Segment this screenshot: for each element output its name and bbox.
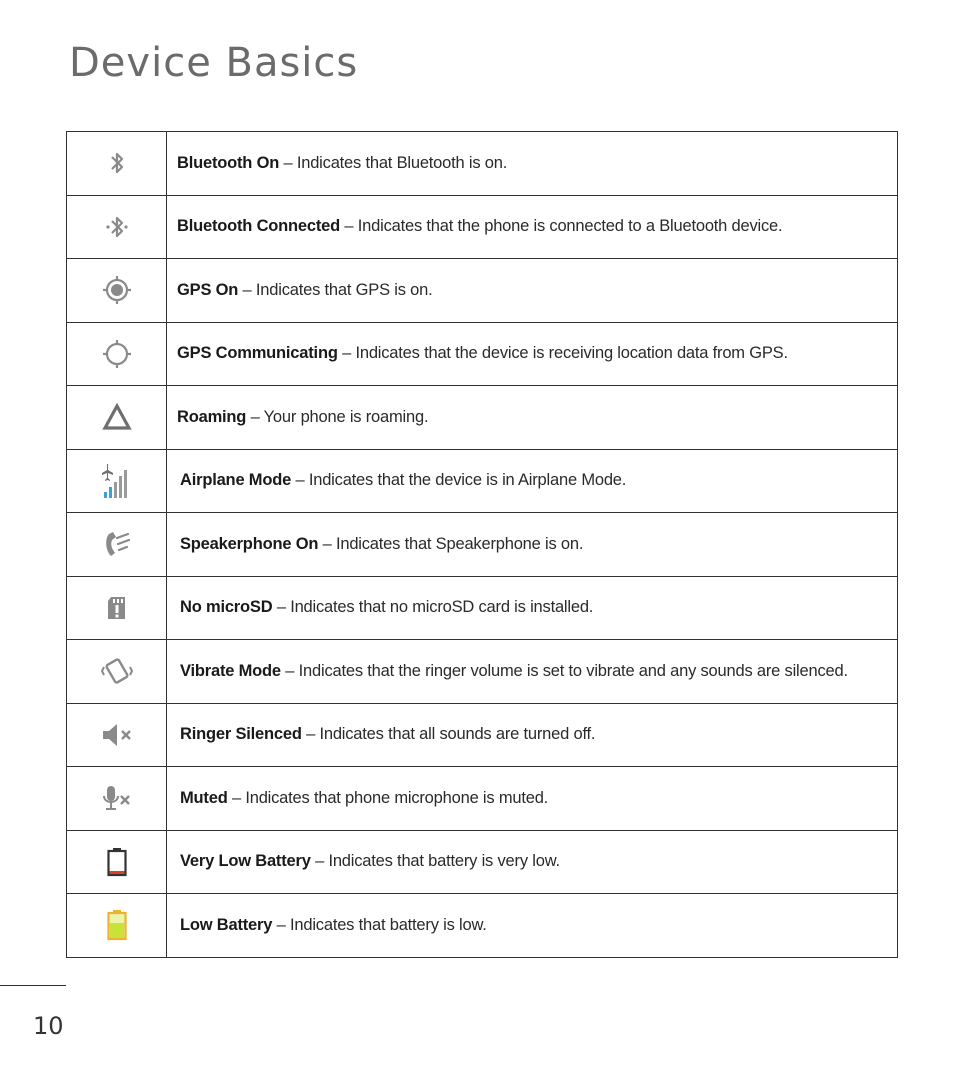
icon-description: Indicates that Bluetooth is on. xyxy=(296,153,508,172)
icon-description: Indicates that no microSD card is installed. xyxy=(290,598,594,617)
separator-dash: – xyxy=(337,344,356,363)
speakerphone-on-icon xyxy=(101,528,133,560)
table-row xyxy=(67,576,898,640)
gps-on-icon xyxy=(102,275,132,305)
icon-term: Bluetooth On xyxy=(177,153,280,172)
table-row xyxy=(67,259,898,323)
separator-dash: – xyxy=(340,217,358,236)
separator-dash: – xyxy=(272,915,290,934)
icon-description: Indicates that Speakerphone is on. xyxy=(335,534,584,553)
icon-term: Vibrate Mode xyxy=(180,661,281,680)
footer-divider xyxy=(0,985,66,986)
icon-description: Indicates that battery is low. xyxy=(289,915,487,934)
icon-term: Ringer Silenced xyxy=(180,725,302,744)
separator-dash: – xyxy=(291,471,309,490)
table-row xyxy=(67,640,898,704)
icon-term: Speakerphone On xyxy=(180,534,319,553)
roaming-icon xyxy=(102,403,132,431)
icon-term: GPS On xyxy=(177,280,239,299)
table-row xyxy=(67,894,898,958)
vibrate-mode-icon xyxy=(100,655,134,687)
table-row xyxy=(67,386,898,450)
separator-dash: – xyxy=(280,661,299,680)
bluetooth-connected-icon xyxy=(103,213,131,241)
icon-description: Indicates that GPS is on. xyxy=(255,280,433,299)
separator-dash: – xyxy=(272,598,291,617)
icon-term: GPS Communicating xyxy=(177,344,338,363)
status-icons-table xyxy=(66,131,898,958)
airplane-mode-icon xyxy=(100,462,134,500)
page-number: 10 xyxy=(33,1012,64,1040)
table-row xyxy=(67,703,898,767)
icon-description: Indicates that phone microphone is muted. xyxy=(245,788,549,807)
separator-dash: – xyxy=(238,280,256,299)
separator-dash: – xyxy=(318,534,336,553)
icon-term: Airplane Mode xyxy=(180,471,292,490)
icon-description: Your phone is roaming. xyxy=(263,407,429,426)
table-row xyxy=(67,767,898,831)
ringer-silenced-icon xyxy=(100,721,134,749)
icon-term: Muted xyxy=(180,788,228,807)
icon-term: Bluetooth Connected xyxy=(177,217,341,236)
table-row xyxy=(67,513,898,577)
separator-dash: – xyxy=(301,725,320,744)
table-row xyxy=(67,830,898,894)
table-row xyxy=(67,322,898,386)
icon-description: Indicates that battery is very low. xyxy=(328,852,560,871)
table-row xyxy=(67,195,898,259)
bluetooth-on-icon xyxy=(106,149,128,177)
low-battery-icon xyxy=(106,909,128,941)
separator-dash: – xyxy=(279,153,297,172)
no-microsd-icon xyxy=(105,594,129,622)
icon-description: Indicates that the device is in Airplane Mode. xyxy=(308,471,627,490)
page-title: Device Basics xyxy=(69,40,359,86)
icon-description: Indicates that the phone is connected to a Bluetooth device. xyxy=(357,217,783,236)
gps-communicating-icon xyxy=(102,339,132,369)
muted-icon xyxy=(100,783,134,813)
separator-dash: – xyxy=(227,788,246,807)
icon-description: Indicates that all sounds are turned off. xyxy=(319,725,596,744)
table-row xyxy=(67,449,898,513)
icon-term: No microSD xyxy=(180,598,273,617)
table-row xyxy=(67,132,898,196)
icon-term: Very Low Battery xyxy=(180,852,311,871)
icon-term: Roaming xyxy=(177,407,247,426)
separator-dash: – xyxy=(246,407,264,426)
icon-description: Indicates that the ringer volume is set to vibrate and any sounds are silenced. xyxy=(298,661,848,680)
icon-term: Low Battery xyxy=(180,915,273,934)
icon-description: Indicates that the device is receiving location data from GPS. xyxy=(355,344,788,363)
separator-dash: – xyxy=(310,852,329,871)
very-low-battery-icon xyxy=(106,847,128,877)
